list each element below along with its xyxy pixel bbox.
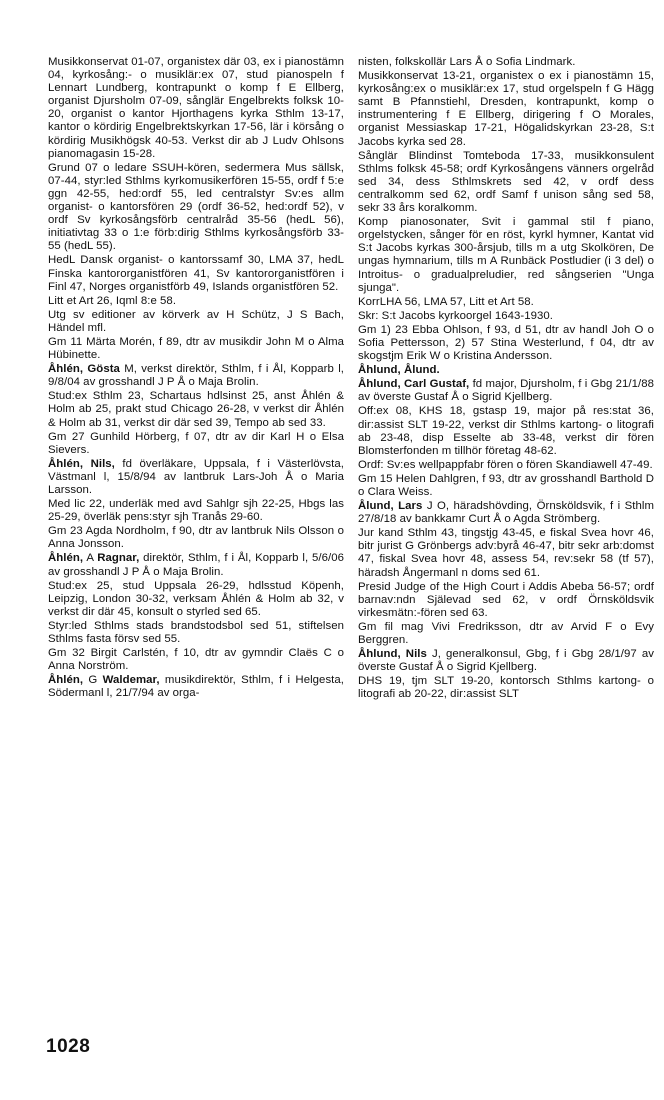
paragraph-text: Gm 32 Birgit Carlstén, f 10, dtr av gymndir Claës C o Anna Norström. (48, 647, 344, 673)
person-name: Ålund, Lars (358, 500, 423, 513)
biography-entry-heading (48, 674, 344, 700)
paragraph-text: Musikkonservat 01-07, organistex där 03, ex i pianostämn 04, kyrkosång:- o musiklär:ex 07, stud pianospeln f Lennart Lundberg, kontrapunkt o komp f E Ellberg, organist Djursholm 07-09, sånglär Engelbrekts folksk 10-20, organist o kantor Hjorthagens kyrka Sthlm 13-17, kantor o kördirig Engelbrektskyrkan 17-56, lär i körsång o kördirig Musikhögsk 40-53. Verkst dir ab J Ludv Ohlsons pianomagasin 15-28. (48, 56, 344, 160)
person-given-name: Waldemar, (102, 674, 160, 687)
paragraph (358, 459, 654, 472)
paragraph (358, 150, 654, 215)
paragraph (358, 296, 654, 309)
paragraph-text: Skr: S:t Jacobs kyrkoorgel 1643-1930. (358, 309, 553, 322)
biography-entry-heading (358, 500, 654, 526)
paragraph (358, 581, 654, 620)
biography-entry-heading (358, 648, 654, 674)
paragraph (48, 56, 344, 161)
paragraph (358, 324, 654, 363)
biography-entry-heading (358, 378, 654, 404)
paragraph (358, 310, 654, 323)
paragraph (48, 336, 344, 362)
paragraph (358, 216, 654, 295)
paragraph (48, 580, 344, 619)
paragraph (48, 498, 344, 524)
paragraph-text: KorrLHA 56, LMA 57, Litt et Art 58. (358, 295, 534, 308)
paragraph-text: Ordf: Sv:es wellpappfabr fören o fören Skandiawell 47-49. (358, 458, 653, 471)
paragraph-text: Gm 15 Helen Dahlgren, f 93, dtr av grosshandl Barthold D o Clara Weiss. (358, 472, 654, 498)
paragraph-text: M, verkst direktör, Sthlm, f i Ål, Kopparb l, 9/8/04 av grosshandl J P Å o Maja Brolin. (48, 363, 344, 389)
paragraph-text: Litt et Art 26, Iqml 8:e 58. (48, 294, 177, 307)
paragraph-text: Stud:ex Sthlm 23, Schartaus hdlsinst 25, anst Åhlén & Holm ab 25, prakt stud Chicago 26-28, v verkst dir Åhlén & Holm ab 31, verkst dir där sed 39, Tempo ab sed 33. (48, 390, 344, 429)
paragraph (48, 431, 344, 457)
page-number: 1028 (46, 1036, 91, 1057)
biography-entry-heading (48, 458, 344, 497)
person-name: Åhlén, Gösta (48, 363, 120, 376)
paragraph-text: Gm 23 Agda Nordholm, f 90, dtr av lantbruk Nils Olsson o Anna Jonsson. (48, 525, 344, 551)
paragraph (48, 525, 344, 551)
paragraph-text: J, generalkonsul, Gbg, f i Gbg 28/1/97 av överste Gustaf Å o Sigrid Kjellberg. (358, 648, 654, 674)
paragraph-text: Gm 1) 23 Ebba Ohlson, f 93, d 51, dtr av handl Joh O o Sofia Pettersson, 2) 57 Stina Westerlund, f 04, dtr av skogstjm Erik W o Kristina Andersson. (358, 323, 654, 363)
paragraph-text: Gm 11 Märta Morén, f 89, dtr av musikdir John M o Alma Hübinette. (48, 335, 344, 362)
paragraph-text: Off:ex 08, KHS 18, gstasp 19, major på res:stat 36, dir:assist SLT 19-22, verkst dir Sthlms kartong- o litografi ab 23-48, disp Esselte ab 33-48, verkst dir fören Blomsterfonden m tillhör företag 48-62. (358, 405, 654, 457)
person-name: Åhlund, Ålund. (358, 364, 440, 377)
paragraph-text: Gm 27 Gunhild Hörberg, f 07, dtr av dir Karl H o Elsa Sievers. (48, 430, 344, 456)
paragraph (358, 56, 654, 69)
paragraph-text: Komp pianosonater, Svit i gammal stil f piano, orgelstycken, sånger för en röst, kyrkl hymner, Kantat vid S:t Jacobs kyrkas 300-årsjub, tills m a utg Skolkören, De ungas hymnarium, tills m A Runbäck Postludier (i 3 del) o Introitus- o gradualpreludier, red sångserien "Unga sjunga". (358, 216, 654, 294)
paragraph-text: direktör, Sthlm, f i Ål, Kopparb l, 5/6/06 av grosshandl J P Å o Maja Brolin. (48, 552, 344, 578)
biography-entry-heading (48, 552, 344, 578)
person-name: Åhlén, Nils, (48, 457, 115, 470)
paragraph-text: J O, häradshövding, Örnsköldsvik, f i Sthlm 27/8/18 av bankkamr Curt Å o Agda Strömberg. (358, 500, 654, 526)
paragraph (358, 70, 654, 149)
paragraph-text: nisten, folkskollär Lars Å o Sofia Lindmark. (358, 56, 576, 68)
biography-entry-heading (358, 364, 654, 377)
paragraph-text: fd överläkare, Uppsala, f i Västerlövsta, Västmanl l, 15/8/94 av lantbruk Lars-Joh Å o Maria Larsson. (48, 457, 344, 496)
paragraph (48, 162, 344, 254)
paragraph-text: G (83, 674, 103, 687)
paragraph (48, 309, 344, 335)
paragraph (48, 647, 344, 673)
person-name: Åhlund, Nils (358, 648, 427, 661)
paragraph (48, 620, 344, 646)
paragraph (358, 527, 654, 579)
paragraph-text: Gm fil mag Vivi Fredriksson, dtr av Arvid F o Evy Berggren. (358, 620, 654, 647)
paragraph-text: Utg sv editioner av körverk av H Schütz, J S Bach, Händel mfl. (48, 308, 344, 334)
paragraph-text: musikdirektör, Sthlm, f i Helgesta, Södermanl l, 21/7/94 av orga- (48, 674, 344, 700)
paragraph-text: Jur kand Sthlm 43, tingstjg 43-45, e fiskal Svea hovr 46, bitr jurist G Grönbergs adv:byrå 46-47, bitr sekr arb:domst 47, fiskal Svea hovr 48, assess 54, rev:sekr 58 (tf 57), häradsh Ångermanl n doms sed 61. (358, 527, 654, 579)
paragraph-text: Med lic 22, underläk med avd Sahlgr sjh 22-25, Hbgs las 25-29, överläk pens:styr sjh Tranås 29-60. (48, 498, 344, 524)
paragraph (358, 621, 654, 647)
biography-entry-heading (48, 363, 344, 389)
paragraph-text: Presid Judge of the High Court i Addis Abeba 56-57; ordf barnav:ndn Själevad sed 62, v ordf Örnsköldsvik virkesmätn:-fören sed 63. (358, 580, 654, 619)
paragraph-text: Stud:ex 25, stud Uppsala 26-29, hdlsstud Köpenh, Leipzig, London 30-32, verksam Åhlén & Holm ab 32, v verkst dir där 45, konsult o styrled sed 65. (48, 579, 344, 618)
person-name: Åhlund, Carl Gustaf, (358, 378, 470, 391)
person-name: Åhlén, (48, 674, 84, 687)
paragraph-text: HedL Dansk organist- o kantorssamf 30, LMA 37, hedL Finska kantororganistfören 41, Sv kantororganistfören i Finl 47, Norges organistförb 49, Islands organistfören 52. (48, 254, 344, 293)
paragraph (48, 390, 344, 429)
paragraph-text: DHS 19, tjm SLT 19-20, kontorsch Sthlms kartong- o litografi ab 20-22, dir:assist SLT (358, 675, 654, 701)
paragraph-text: Sånglär Blindinst Tomteboda 17-33, musikkonsulent Sthlms folksk 45-58; ordf Kyrkosångens vänners orgelråd sed 34, dess Sthlmskrets sed 42, v ordf dess centralkomm sed 62, ordf Samf f unison sång sed 58, sekr 33 års koralkomm. (358, 149, 654, 215)
paragraph (48, 295, 344, 308)
right-column (358, 56, 654, 703)
paragraph-text: A (83, 552, 98, 565)
paragraph (358, 473, 654, 499)
left-column (48, 56, 344, 702)
paragraph (358, 405, 654, 457)
paragraph-text: Musikkonservat 13-21, organistex o ex i pianostämn 15, kyrkosång:ex o musiklär:ex 17, stud orgelspeln f G Hägg samt B Pfannstiehl, Dresden, kontrapunkt, komp o instrumentering f E Ellberg, dirigering f O Morales, organist Messiaskap 17-21, Högalidskyrkan 23-28, S:t Jacobs kyrka sed 28. (358, 70, 654, 148)
person-name: Åhlén, (48, 552, 84, 565)
paragraph-text: Grund 07 o ledare SSUH-kören, sedermera Mus sällsk, 07-44, styr:led Sthlms kyrkomusikerfören 15-55, ordf f 5:e ggn 42-55, hed:ordf 55, led centralstyr Sv:es allm organist- o kantorsfören 29 (ordf 36-52, hed:ordf 52), v ordf Sv kyrkosångsförb centralråd 35-56 (hedL 56), initiativtag 33 o 1:e förb:dirig Sthlms kyrkosångsförb 33-55 (hedL 55). (48, 161, 344, 253)
paragraph-text: fd major, Djursholm, f i Gbg 21/1/88 av överste Gustaf Å o Sigrid Kjellberg. (358, 378, 654, 404)
person-given-name: Ragnar, (97, 552, 140, 565)
paragraph (48, 254, 344, 293)
paragraph-text: Styr:led Sthlms stads brandstodsbol sed 51, stiftelsen Sthlms fasta försv sed 55. (48, 619, 344, 646)
paragraph (358, 675, 654, 701)
